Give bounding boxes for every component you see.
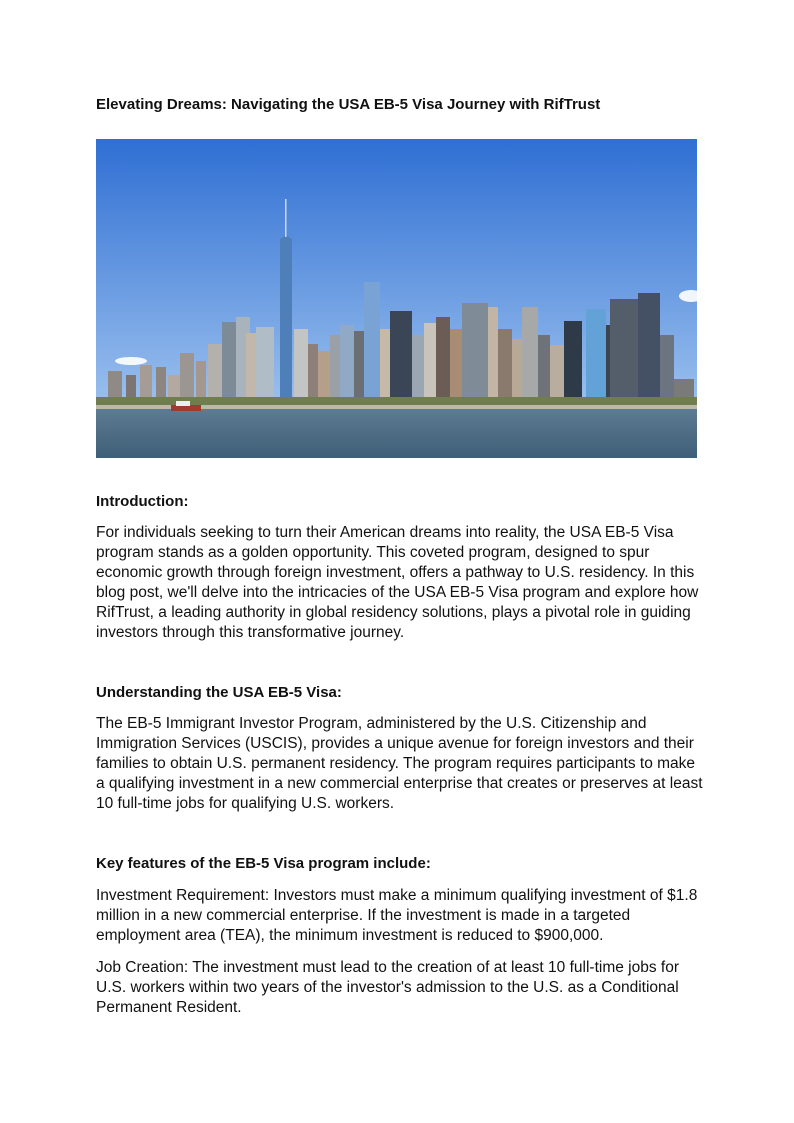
water <box>96 409 697 458</box>
section-heading-key-features: Key features of the EB-5 Visa program include: <box>96 855 431 872</box>
introduction-paragraph: For individuals seeking to turn their American dreams into reality, the USA EB-5 Visa program stands as a golden opportunity. This coveted program, designed to spur economic growth through foreign investment, offers a pathway to U.S. residency. In this blog post, we'll delve into the intricacies of the USA EB-5 Visa program and explore how RifTrust, a leading authority in global residency solutions, plays a pivotal role in guiding investors through this transformative journey. <box>96 524 699 641</box>
section-heading-understanding: Understanding the USA EB-5 Visa: <box>96 684 342 701</box>
hero-skyline-image <box>96 139 697 458</box>
section-heading-introduction: Introduction: <box>96 493 189 510</box>
article-title: Elevating Dreams: Navigating the USA EB-5 Visa Journey with RifTrust <box>96 96 601 113</box>
investment-requirement-paragraph: Investment Requirement: Investors must make a minimum qualifying investment of $1.8 million in a new commercial enterprise. If the investment is made in a targeted employment area (TEA), the minimum investment is reduced to $900,000. <box>96 887 698 944</box>
understanding-paragraph: The EB-5 Immigrant Investor Program, administered by the U.S. Citizenship and Immigration Services (USCIS), provides a unique avenue for foreign investors and their families to obtain U.S. permanent residency. The program requires participants to make a qualifying investment in a new commercial enterprise that creates or preserves at least 10 full-time jobs for qualifying U.S. workers. <box>96 715 703 812</box>
job-creation-paragraph: Job Creation: The investment must lead to the creation of at least 10 full-time jobs for U.S. workers within two years of the investor's admission to the U.S. as a Conditional Permanent Resident. <box>96 959 679 1016</box>
